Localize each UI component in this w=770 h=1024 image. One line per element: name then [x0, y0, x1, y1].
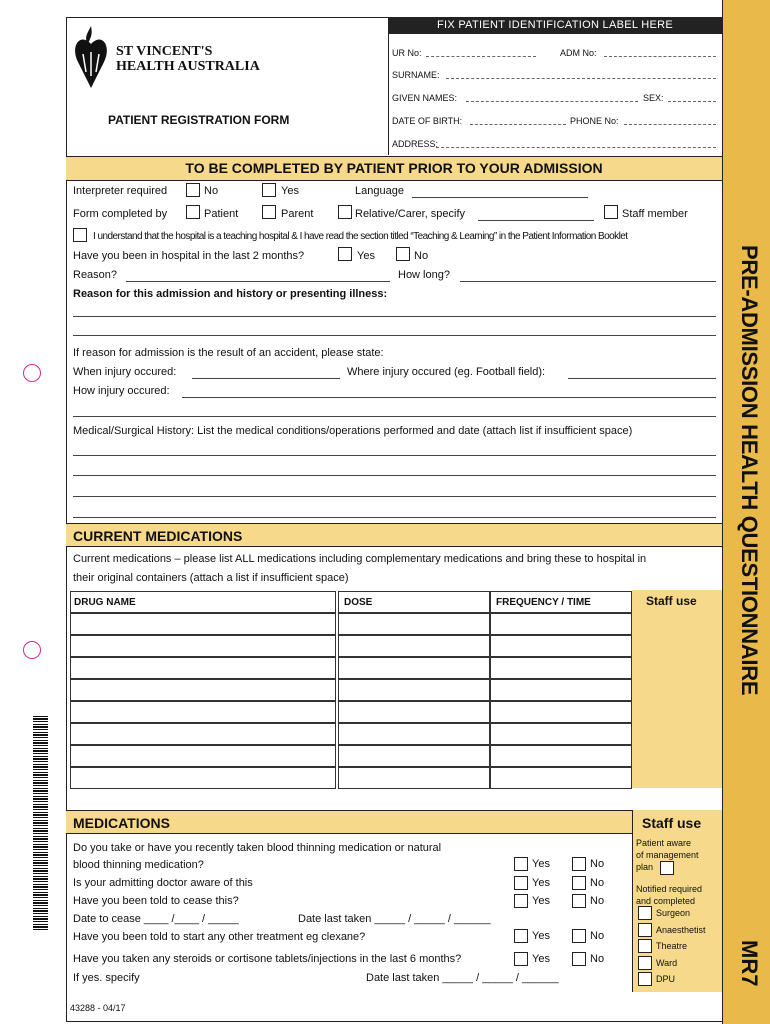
q4-no-checkbox[interactable]	[572, 929, 586, 943]
q1-yes-checkbox[interactable]	[514, 857, 528, 871]
how-injury-line-2[interactable]	[73, 416, 716, 417]
role-ward-label: Ward	[656, 957, 678, 968]
q-steroids: Have you taken any steroids or cortisone tablets/injections in the last 6 months?	[73, 953, 462, 965]
how-long-label: How long?	[398, 269, 450, 281]
table-cell[interactable]	[490, 679, 632, 701]
hospital-yes-label: Yes	[357, 250, 375, 262]
table-cell[interactable]	[490, 613, 632, 635]
table-cell[interactable]	[70, 745, 336, 767]
role-theatre-checkbox[interactable]	[638, 939, 652, 953]
given-names-label: GIVEN NAMES:	[392, 93, 458, 103]
medical-history-line-2[interactable]	[73, 475, 716, 476]
interpreter-no-label: No	[204, 185, 219, 197]
interpreter-no-checkbox[interactable]	[186, 183, 200, 197]
barcode	[33, 715, 48, 930]
hospital-yes-checkbox[interactable]	[338, 247, 352, 261]
q-other-treatment: Have you been told to start any other treatment eg clexane?	[73, 931, 366, 943]
interpreter-yes-label: Yes	[281, 185, 299, 197]
dob-label: DATE OF BIRTH:	[392, 116, 463, 126]
completed-parent-checkbox[interactable]	[262, 205, 276, 219]
table-cell[interactable]	[338, 657, 490, 679]
table-cell[interactable]	[338, 613, 490, 635]
q2-no-label: No	[590, 877, 605, 889]
section-title-patient: TO BE COMPLETED BY PATIENT PRIOR TO YOUR ADMISSION	[185, 160, 603, 176]
id-label-box	[388, 17, 722, 155]
medications-title: MEDICATIONS	[73, 815, 170, 831]
teaching-checkbox[interactable]	[73, 228, 87, 242]
role-surgeon-checkbox[interactable]	[638, 906, 652, 920]
completed-patient-label: Patient	[204, 208, 239, 220]
current-meds-intro-2: their original containers (attach a list if insufficient space)	[73, 572, 349, 584]
table-cell[interactable]	[338, 723, 490, 745]
medical-history-label: Medical/Surgical History: List the medical conditions/operations performed and date (attach list if insufficient space)	[73, 425, 633, 437]
col-frequency: FREQUENCY / TIME	[496, 597, 591, 608]
medications-staff-use-label: Staff use	[642, 815, 702, 831]
notified-line-2: and completed	[636, 896, 696, 906]
logo-line1: ST VINCENT'S	[116, 44, 213, 59]
side-title-area	[722, 0, 770, 1024]
q3-yes-label: Yes	[532, 895, 550, 907]
punch-hole-marker	[23, 364, 41, 382]
table-cell[interactable]	[338, 635, 490, 657]
surname-label: SURNAME:	[392, 70, 440, 80]
q-blood-thinning-1: Do you take or have you recently taken blood thinning medication or natural	[73, 842, 442, 854]
q3-no-label: No	[590, 895, 605, 907]
language-field[interactable]	[412, 197, 588, 198]
q2-yes-label: Yes	[532, 877, 550, 889]
footer-code: 43288 - 04/17	[70, 1003, 126, 1013]
q5-no-checkbox[interactable]	[572, 952, 586, 966]
punch-hole-marker	[23, 641, 41, 659]
teaching-statement: I understand that the hospital is a teaching hospital & I have read the section titled “Teaching & Learning” in the Patient Information Booklet	[93, 231, 628, 242]
plan-checkbox[interactable]	[660, 861, 674, 875]
language-label: Language	[355, 185, 404, 197]
completed-by-label: Form completed by	[73, 208, 168, 220]
adm-label: ADM No:	[560, 48, 597, 58]
staff-use-column	[632, 590, 722, 788]
current-meds-title: CURRENT MEDICATIONS	[73, 528, 243, 544]
table-cell[interactable]	[338, 701, 490, 723]
q4-yes-checkbox[interactable]	[514, 929, 528, 943]
medical-history-line-3[interactable]	[73, 496, 716, 497]
how-long-field[interactable]	[460, 281, 716, 282]
table-cell[interactable]	[490, 657, 632, 679]
table-cell[interactable]	[338, 767, 490, 789]
role-dpu-checkbox[interactable]	[638, 972, 652, 986]
reason-admission-label: Reason for this admission and history or presenting illness:	[73, 288, 388, 300]
logo-heart-icon	[70, 24, 112, 96]
q1-yes-label: Yes	[532, 858, 550, 870]
phone-label: PHONE No:	[570, 116, 619, 126]
table-cell[interactable]	[490, 701, 632, 723]
hospital-no-checkbox[interactable]	[396, 247, 410, 261]
role-ward-checkbox[interactable]	[638, 956, 652, 970]
role-anaesthetist-checkbox[interactable]	[638, 923, 652, 937]
accident-label: If reason for admission is the result of an accident, please state:	[73, 347, 384, 359]
reason-label: Reason?	[73, 269, 118, 281]
date-to-cease: Date to cease ____ /____ / _____	[73, 913, 239, 925]
when-injury-field[interactable]	[192, 378, 340, 379]
interpreter-yes-checkbox[interactable]	[262, 183, 276, 197]
form-title: PATIENT REGISTRATION FORM	[108, 113, 290, 127]
role-dpu-label: DPU	[656, 974, 676, 984]
notified-label	[636, 883, 702, 907]
q1-no-label: No	[590, 858, 605, 870]
q-blood-thinning-2: blood thinning medication?	[73, 859, 204, 871]
col-dose: DOSE	[344, 597, 373, 608]
medical-history-line-4[interactable]	[73, 517, 716, 518]
if-yes-specify: If yes. specify	[73, 972, 140, 984]
when-injury-label: When injury occured:	[73, 366, 177, 378]
reason-field[interactable]	[126, 281, 390, 282]
where-injury-field[interactable]	[568, 378, 716, 379]
id-label-header: FIX PATIENT IDENTIFICATION LABEL HERE	[388, 17, 722, 34]
table-cell[interactable]	[70, 613, 336, 635]
questionnaire-title: PRE-ADMISSION HEALTH QUESTIONNAIRE	[737, 245, 762, 696]
patient-aware-line-1: Patient aware	[636, 838, 692, 848]
reason-admission-line-1[interactable]	[73, 316, 716, 317]
q2-yes-checkbox[interactable]	[514, 876, 528, 890]
completed-patient-checkbox[interactable]	[186, 205, 200, 219]
q-doctor-aware: Is your admitting doctor aware of this	[73, 877, 253, 889]
medical-history-line-1[interactable]	[73, 455, 716, 456]
q2-no-checkbox[interactable]	[572, 876, 586, 890]
sex-label: SEX:	[643, 93, 664, 103]
q3-yes-checkbox[interactable]	[514, 894, 528, 908]
completed-relative-label: Relative/Carer, specify	[355, 208, 466, 220]
q5-yes-label: Yes	[532, 953, 550, 965]
logo-text	[116, 44, 260, 74]
where-injury-label: Where injury occured (eg. Football field):	[347, 366, 546, 378]
role-anaesthetist-label: Anaesthetist	[656, 924, 706, 935]
reason-admission-line-2[interactable]	[73, 335, 716, 336]
table-cell[interactable]	[490, 635, 632, 657]
completed-parent-label: Parent	[281, 208, 314, 220]
completed-staff-checkbox[interactable]	[604, 205, 618, 219]
patient-aware-line-2: of management	[636, 850, 699, 860]
address-label: ADDRESS:	[392, 139, 439, 149]
table-cell[interactable]	[70, 723, 336, 745]
col-drug-name: DRUG NAME	[74, 597, 136, 608]
logo-line2: HEALTH AUSTRALIA	[116, 59, 260, 74]
table-cell[interactable]	[490, 745, 632, 767]
date-last-taken-1: Date last taken _____ / _____ / ______	[298, 913, 491, 925]
completed-relative-checkbox[interactable]	[338, 205, 352, 219]
role-surgeon-label: Surgeon	[656, 908, 691, 918]
table-cell[interactable]	[70, 635, 336, 657]
table-cell[interactable]	[338, 745, 490, 767]
q5-no-label: No	[590, 953, 605, 965]
patient-aware-line-3: plan	[636, 862, 654, 872]
q-cease: Have you been told to cease this?	[73, 895, 239, 907]
table-cell[interactable]	[70, 701, 336, 723]
table-cell[interactable]	[490, 723, 632, 745]
completed-staff-label: Staff member	[622, 208, 688, 220]
table-cell[interactable]	[338, 679, 490, 701]
form-code: MR7	[737, 940, 762, 987]
table-cell[interactable]	[70, 679, 336, 701]
q5-yes-checkbox[interactable]	[514, 952, 528, 966]
hospital-2months-label: Have you been in hospital in the last 2 months?	[73, 250, 305, 262]
table-cell[interactable]	[70, 657, 336, 679]
how-injury-label: How injury occured:	[73, 385, 170, 397]
table-cell[interactable]	[70, 767, 336, 789]
how-injury-field[interactable]	[182, 397, 716, 398]
ur-label: UR No:	[392, 48, 422, 58]
q4-yes-label: Yes	[532, 930, 550, 942]
role-theatre-label: Theatre	[656, 941, 688, 951]
meds-staff-use-label: Staff use	[646, 594, 697, 608]
notified-line-1: Notified required	[636, 884, 703, 894]
interpreter-label: Interpreter required	[73, 185, 168, 197]
hospital-no-label: No	[414, 250, 429, 262]
current-meds-intro-1: Current medications – please list ALL medications including complementary medications and bring these to hospital in	[73, 553, 647, 565]
table-cell[interactable]	[490, 767, 632, 789]
q4-no-label: No	[590, 930, 605, 942]
q1-no-checkbox[interactable]	[572, 857, 586, 871]
relative-specify-field[interactable]	[478, 220, 594, 221]
date-last-taken-2: Date last taken _____ / _____ / ______	[366, 972, 559, 984]
q3-no-checkbox[interactable]	[572, 894, 586, 908]
